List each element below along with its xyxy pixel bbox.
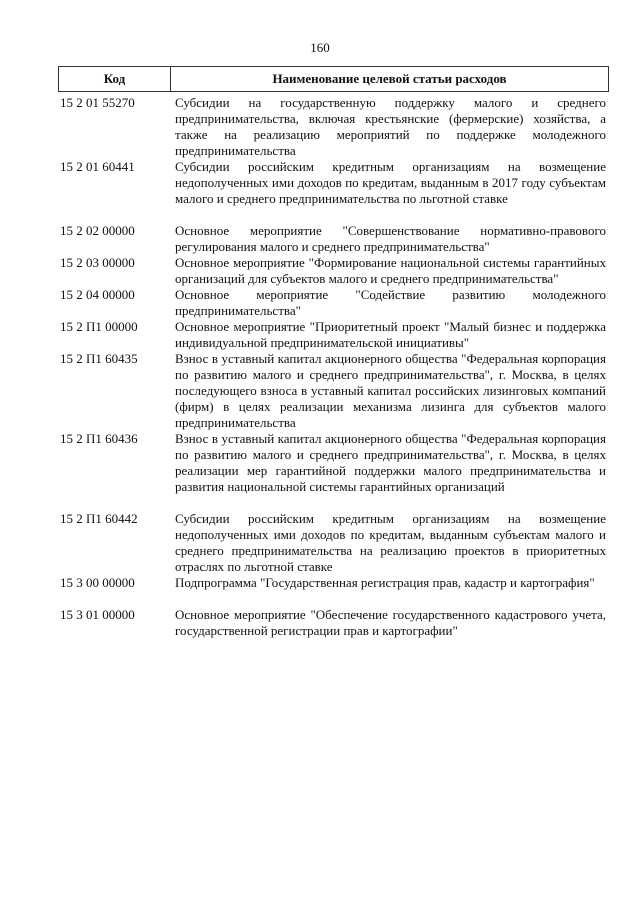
row-code: 15 2 П1 60435: [60, 351, 138, 366]
budget-table: [58, 66, 609, 639]
header-name: Наименование целевой статьи расходов: [272, 71, 507, 86]
row-name: Субсидии российским кредитным организациям на возмещение недополученных ими доходов по кредитам, выданным в 2017 году субъектам малого и среднего предпринимательства по льготной ставке: [175, 159, 606, 206]
header-code: Код: [59, 67, 171, 91]
table-row: [58, 255, 609, 287]
table-row: [58, 511, 609, 575]
row-code: 15 2 01 60441: [60, 159, 135, 174]
row-name: Основное мероприятие "Совершенствование нормативно-правового регулирования малого и среднего предпринимательства": [175, 223, 606, 254]
table-row: [58, 223, 609, 255]
table-row: [58, 431, 609, 495]
row-code: 15 2 П1 60436: [60, 431, 138, 446]
row-code: 15 2 02 00000: [60, 223, 135, 238]
row-name: Субсидии на государственную поддержку малого и среднего предпринимательства, включая крестьянские (фермерские) хозяйства, а также на реализацию мероприятий по поддержке молодежного предпринимательства: [175, 95, 606, 158]
table-row: [58, 287, 609, 319]
row-name: Основное мероприятие "Обеспечение государственного кадастрового учета, государственной регистрации прав и картографии": [175, 607, 606, 638]
row-name: Основное мероприятие "Приоритетный проект "Малый бизнес и поддержка индивидуальной предпринимательской инициативы": [175, 319, 606, 350]
row-code: 15 2 01 55270: [60, 95, 135, 110]
row-name: Взнос в уставный капитал акционерного общества "Федеральная корпорация по развитию малого и среднего предпринимательства", г. Москва, в целях реализации мер гарантийной поддержки малого предпринимательства и развития национальной системы гарантийных организаций: [175, 431, 606, 494]
row-code: 15 2 04 00000: [60, 287, 135, 302]
table-row: [58, 607, 609, 639]
page-number: 160: [310, 40, 330, 55]
row-name: Подпрограмма "Государственная регистрация прав, кадастр и картография": [175, 575, 595, 590]
row-name: Основное мероприятие "Содействие развитию молодежного предпринимательства": [175, 287, 606, 318]
row-code: 15 2 П1 00000: [60, 319, 138, 334]
table-row: [58, 95, 609, 159]
row-code: 15 3 00 00000: [60, 575, 135, 590]
row-code: 15 2 03 00000: [60, 255, 135, 270]
table-row: [58, 159, 609, 207]
table-row: [58, 575, 609, 591]
row-name: Основное мероприятие "Формирование национальной системы гарантийных организаций для субъектов малого и среднего предпринимательства": [175, 255, 606, 286]
table-row: [58, 319, 609, 351]
table-header: [58, 66, 609, 92]
row-code: 15 2 П1 60442: [60, 511, 138, 526]
row-name: Взнос в уставный капитал акционерного общества "Федеральная корпорация по развитию малого и среднего предпринимательства", г. Москва, в целях последующего взноса в уставный капитал российских лизинговых компаний (фирм) в целях реализации механизма лизинга для субъектов малого предпринимательства: [175, 351, 606, 430]
table-row: [58, 351, 609, 431]
row-code: 15 3 01 00000: [60, 607, 135, 622]
table-body: [58, 95, 609, 639]
row-name: Субсидии российским кредитным организациям на возмещение недополученных ими доходов по кредитам, выданным субъектам малого и среднего предпринимательства на реализацию проектов в приоритетных отраслях по льготной ставке: [175, 511, 606, 574]
